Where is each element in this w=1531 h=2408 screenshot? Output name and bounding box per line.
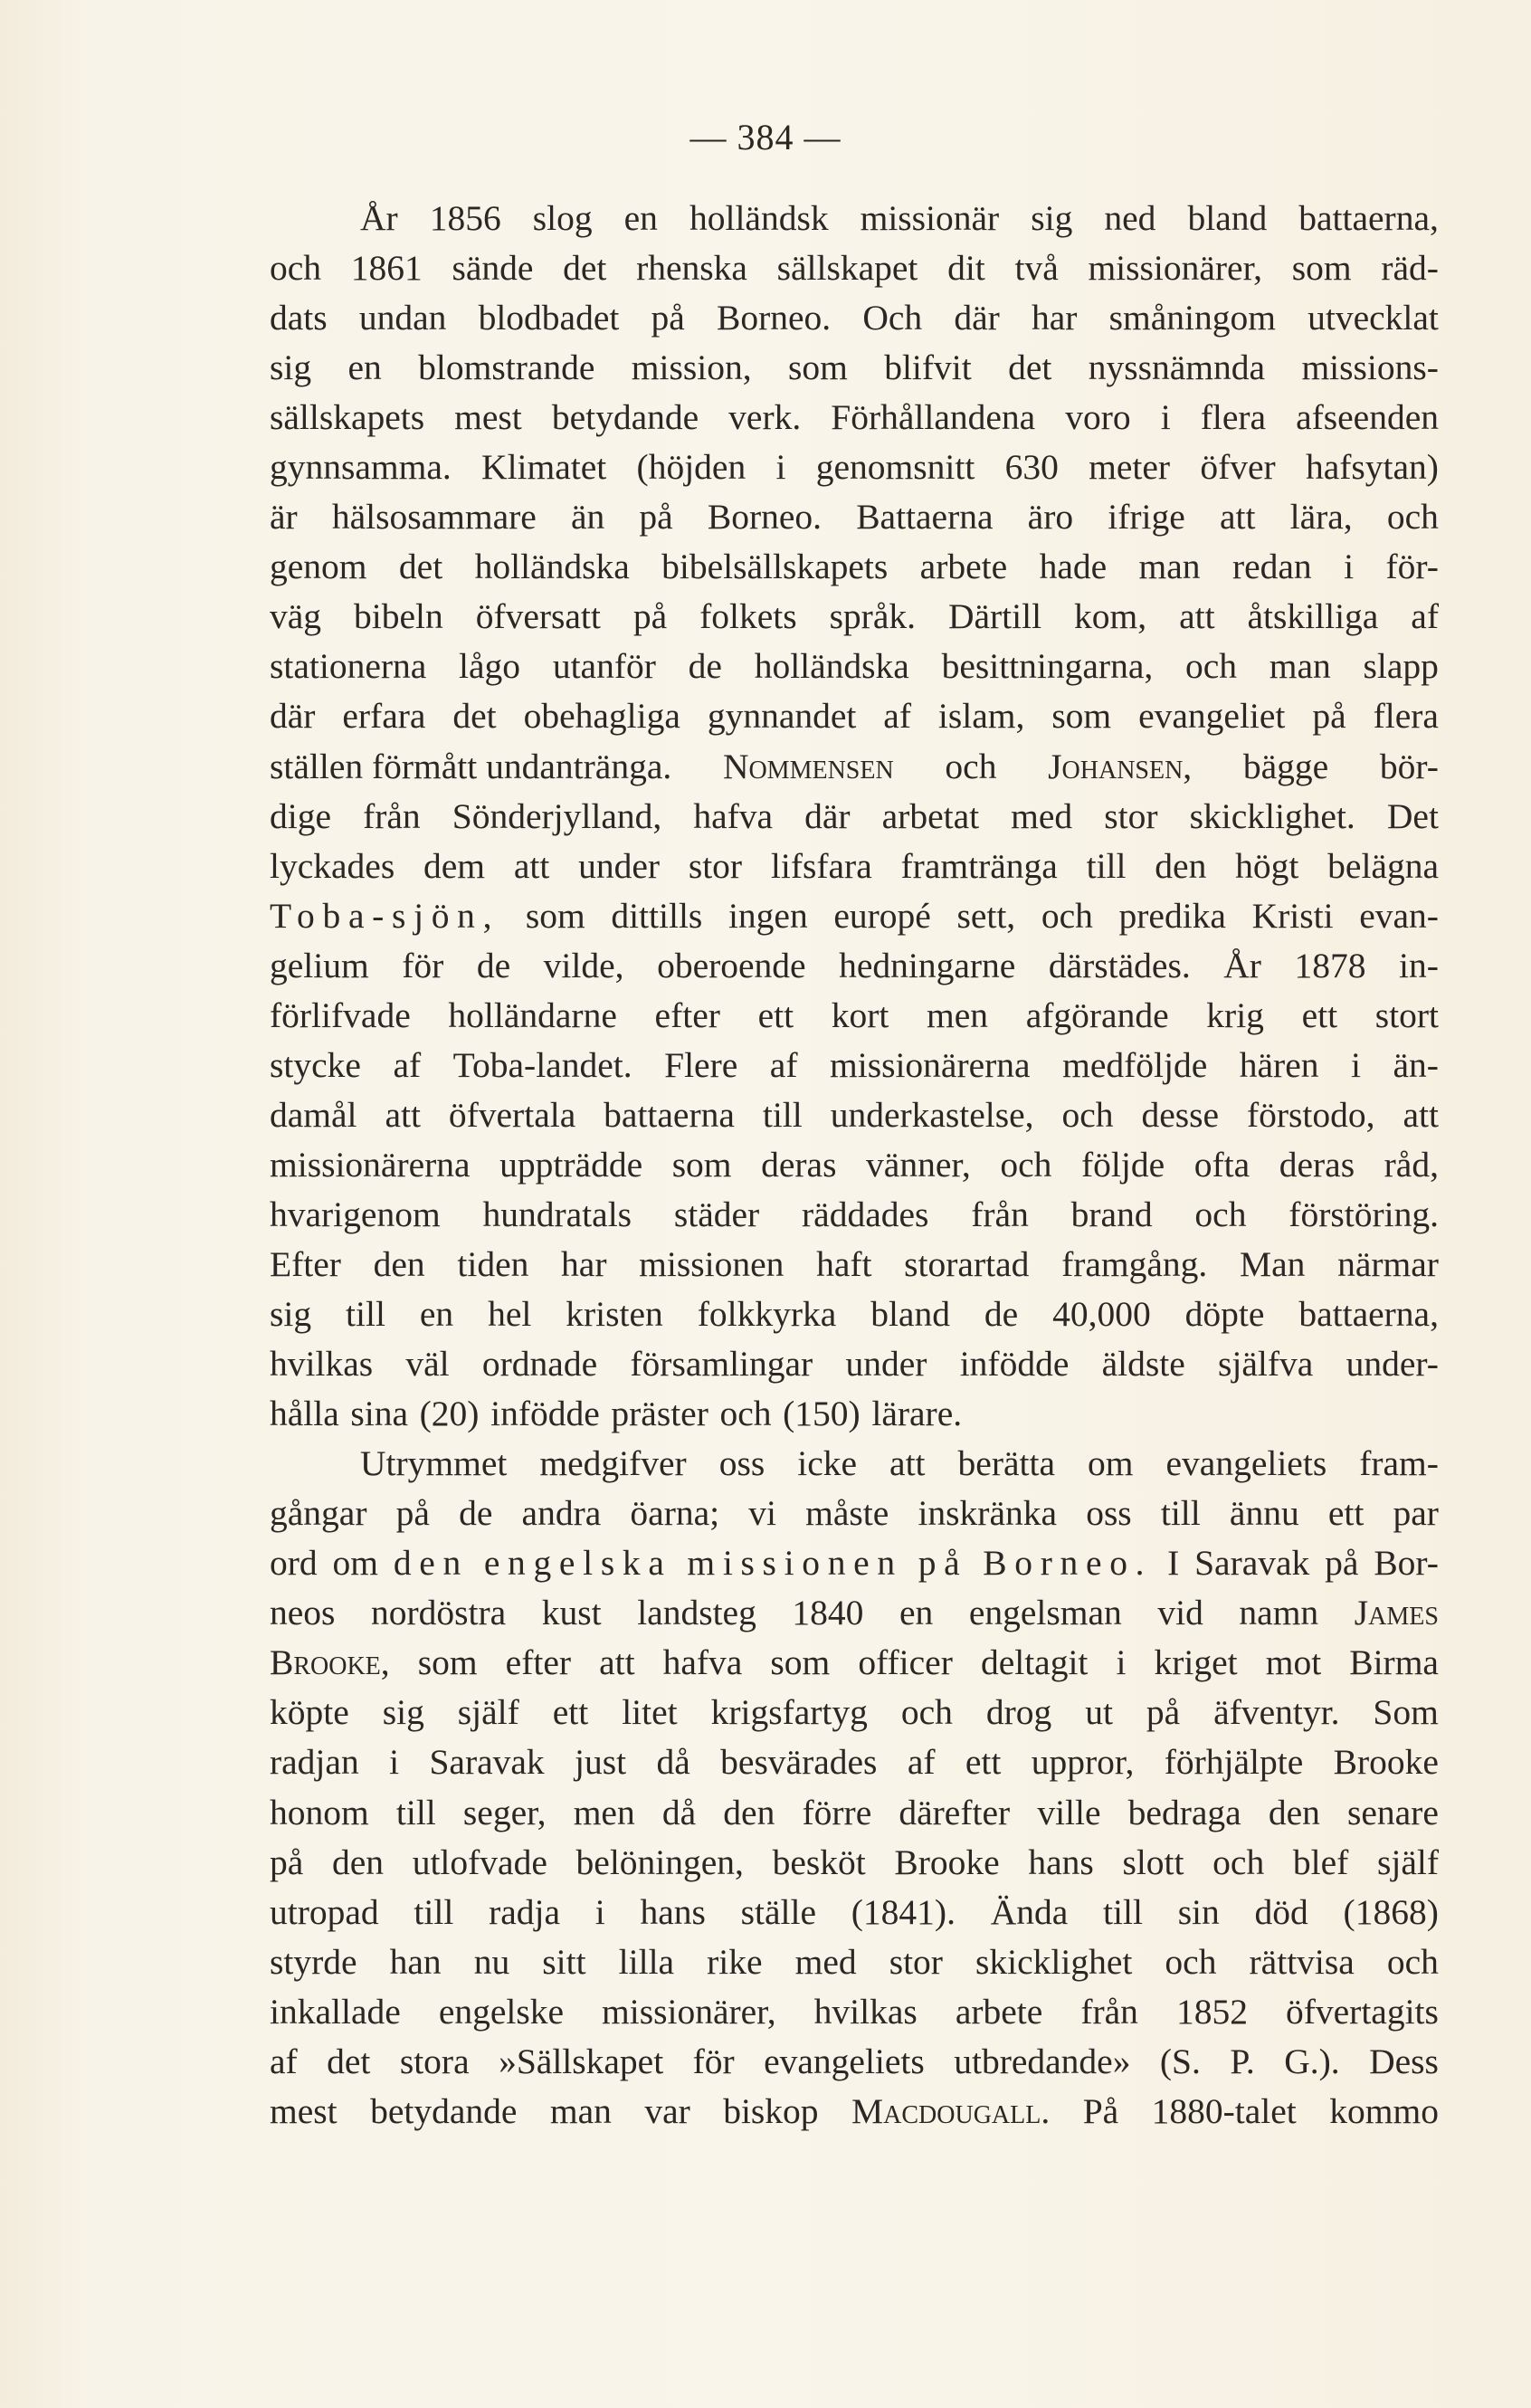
text-line: År 1856 slog en holländsk missionär sig ned bland battaerna, bbox=[360, 198, 1439, 238]
text-line: inkallade engelske missionärer, hvilkas arbete från 1852 öfvertagits bbox=[270, 1991, 1439, 2032]
text-line: gelium för de vilde, oberoende hedningarne därstädes. År 1878 in- bbox=[270, 945, 1439, 985]
text-line: damål att öfvertala battaerna till underkastelse, och desse förstodo, att bbox=[270, 1094, 1439, 1135]
text-line: stationerna lågo utanför de holländska besittningarna, och man slapp bbox=[270, 646, 1439, 687]
text-line: stycke af Toba-landet. Flere af missionärerna medföljde hären i än- bbox=[270, 1044, 1439, 1085]
text-line: väg bibeln öfversatt på folkets språk. Därtill kom, att åtskilliga af bbox=[270, 596, 1439, 637]
text-line: lyckades dem att under stor lifsfara framtränga till den högt belägna bbox=[270, 845, 1439, 886]
text-line: hvilkas väl ordnade församlingar under infödde äldste själfva under- bbox=[270, 1344, 1439, 1385]
text-line: Utrymmet medgifver oss icke att berätta om evangeliets fram- bbox=[360, 1443, 1439, 1484]
text-line: förlifvade holländarne efter ett kort men afgörande krig ett stort bbox=[270, 995, 1439, 1035]
text-line: neos nordöstra kust landsteg 1840 en engelsman vid namn James bbox=[270, 1593, 1439, 1633]
text-line: ställen förmått undantränga. Nommensen och Johansen, bägge bör- bbox=[270, 746, 1439, 786]
text-line: sig en blomstrande mission, som blifvit det nyssnämnda missions- bbox=[270, 347, 1439, 388]
text-line: ord om den engelska missionen på Borneo. I Saravak på Bor- bbox=[270, 1543, 1439, 1584]
paragraph bbox=[270, 194, 1439, 1439]
text-line: utropad till radja i hans ställe (1841). Ända till sin död (1868) bbox=[270, 1891, 1439, 1932]
text-line: på den utlofvade belöningen, besköt Brooke hans slott och blef själf bbox=[270, 1842, 1439, 1882]
text-line: dats undan blodbadet på Borneo. Och där har småningom utvecklat bbox=[270, 298, 1439, 338]
text-line: Efter den tiden har missionen haft storartad framgång. Man närmar bbox=[270, 1243, 1439, 1284]
text-line: styrde han nu sitt lilla rike med stor skicklighet och rättvisa och bbox=[270, 1941, 1439, 1982]
text-line: Brooke, som efter att hafva som officer deltagit i kriget mot Birma bbox=[270, 1642, 1439, 1683]
page-number: — 384 — bbox=[689, 117, 842, 157]
text-line: radjan i Saravak just då besvärades af ett uppror, förhjälpte Brooke bbox=[270, 1742, 1439, 1783]
text-line: sällskapets mest betydande verk. Förhållandena voro i flera afseenden bbox=[270, 397, 1439, 438]
text-line: är hälsosammare än på Borneo. Battaerna äro ifrige att lära, och bbox=[270, 497, 1439, 538]
text-line: missionärerna uppträdde som deras vänner, och följde ofta deras råd, bbox=[270, 1144, 1439, 1185]
text-line: gynnsamma. Klimatet (höjden i genomsnitt 630 meter öfver hafsytan) bbox=[270, 447, 1439, 488]
text-line: Toba-sjön, som dittills ingen europé sett, och predika Kristi evan- bbox=[270, 895, 1439, 936]
paragraph bbox=[270, 1439, 1439, 2137]
text-line: där erfara det obehagliga gynnandet af islam, som evangeliet på flera bbox=[270, 696, 1439, 737]
text-line: köpte sig själf ett litet krigsfartyg och drog ut på äfventyr. Som bbox=[270, 1692, 1439, 1733]
text-line: hvarigenom hundratals städer räddades från brand och förstöring. bbox=[270, 1194, 1439, 1234]
text-line: genom det holländska bibelsällskapets arbete hade man redan i för- bbox=[270, 547, 1439, 587]
text-line: honom till seger, men då den förre därefter ville bedraga den senare bbox=[270, 1792, 1439, 1832]
body-text bbox=[270, 194, 1439, 2137]
text-line: mest betydande man var biskop Macdougall. På 1880-talet kommo bbox=[270, 2090, 1439, 2131]
text-line: dige från Sönderjylland, hafva där arbetat med stor skicklighet. Det bbox=[270, 795, 1439, 836]
text-line: gångar på de andra öarna; vi måste inskränka oss till ännu ett par bbox=[270, 1493, 1439, 1534]
text-line: sig till en hel kristen folkkyrka bland de 40,000 döpte battaerna, bbox=[270, 1294, 1439, 1335]
text-line: af det stora »Sällskapet för evangeliets utbredande» (S. P. G.). Dess bbox=[270, 2041, 1439, 2081]
text-line: hålla sina (20) infödde präster och (150) lärare. bbox=[270, 1394, 963, 1434]
text-line: och 1861 sände det rhenska sällskapet dit två missionärer, som räd- bbox=[270, 248, 1439, 289]
